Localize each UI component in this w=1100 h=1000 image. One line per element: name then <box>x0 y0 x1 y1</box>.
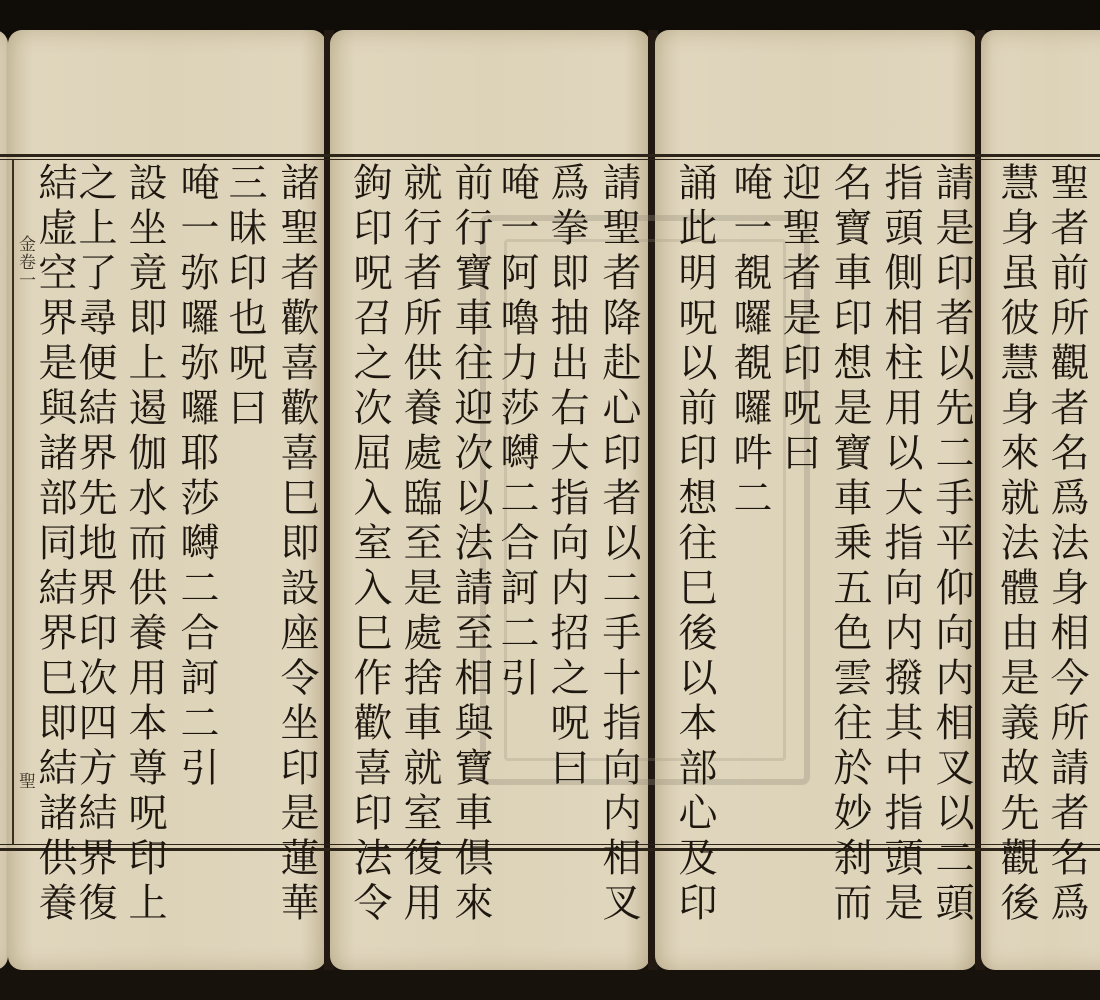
text-column-14: 鉤印呪召之次屈入室入巳作歡喜印法令 <box>347 162 392 927</box>
text-column-16: 三昧印也呪曰 <box>222 162 267 432</box>
text-column-8: 誦此明呪以前印想往巳後以本部心及印 <box>672 162 717 927</box>
text-column-3: 請是印者以先二手平仰向内相叉以二頭 <box>929 162 974 927</box>
text-column-6: 迎聖者是印呪曰 <box>776 162 821 477</box>
top-border-rule <box>0 154 1100 160</box>
text-column-11: 唵一阿嚕力莎嚩二合訶二引 <box>494 162 539 702</box>
text-column-19: 之上了尋便結界先地界印次四方結界復 <box>72 162 117 927</box>
text-column-5: 名寶車印想是寶車乗五色雲往於妙刹而 <box>827 162 872 927</box>
text-column-4: 指頭側相柱用以大指向内撥其中指頭是 <box>878 162 923 927</box>
text-column-1: 聖者前所觀者名爲法身相今所請者名爲 <box>1044 162 1089 927</box>
text-column-12: 前行寶車往迎次以法請至相與寶車倶來 <box>448 162 493 927</box>
text-column-17: 唵一弥囉弥囉耶莎嚩二合訶二引 <box>174 162 219 792</box>
text-column-2: 慧身虽彼慧身來就法體由是義故先觀後 <box>994 162 1039 927</box>
text-column-13: 就行者所供養處臨至是處捨車就室復用 <box>397 162 442 927</box>
margin-note: 金卷一 <box>15 235 35 289</box>
text-column-18: 設坐竟即上遏伽水而供養用本尊呪印上 <box>122 162 167 927</box>
text-column-10: 爲拳即抽出右大指向内招之呪曰 <box>544 162 589 792</box>
page-fold-edge-left <box>0 30 8 970</box>
text-column-15: 諸聖者歡喜歡喜巳即設座令坐印是蓮華 <box>274 162 319 927</box>
text-column-20: 結虚空界是與諸部同結界巳即結諸供養 <box>32 162 77 927</box>
margin-note: 聖 <box>15 772 35 790</box>
text-column-9: 請聖者降赴心印者以二手十指向内相叉 <box>596 162 641 927</box>
text-column-7: 唵一覩囉覩囉吽二 <box>727 162 772 522</box>
